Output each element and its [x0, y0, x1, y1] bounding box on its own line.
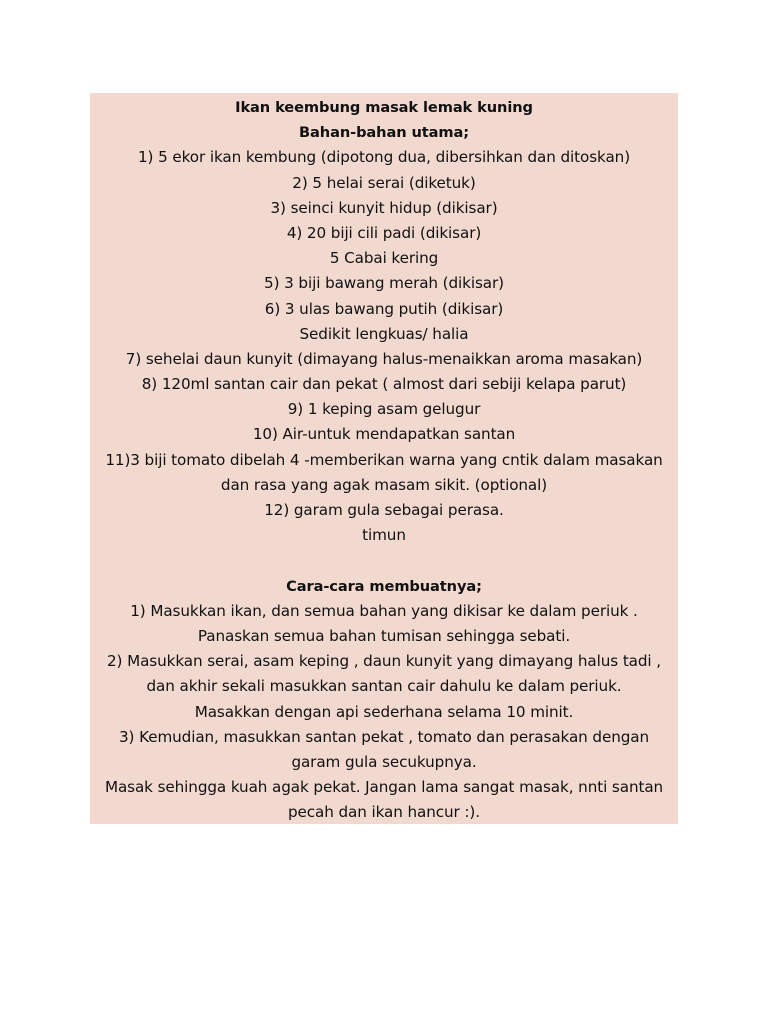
ingredient-line: dan rasa yang agak masam sikit. (optional) — [220, 475, 548, 494]
ingredient-line: 7) sehelai daun kunyit (dimayang halus-menaikkan aroma masakan) — [125, 349, 643, 368]
ingredient-line: 5) 3 biji bawang merah (dikisar) — [264, 274, 504, 293]
ingredient-line: 3) seinci kunyit hidup (dikisar) — [270, 198, 498, 217]
recipe-title: Ikan keembung masak lemak kuning — [235, 99, 533, 116]
method-line: 1) Masukkan ikan, dan semua bahan yang dikisar ke dalam periuk . — [130, 601, 638, 620]
ingredient-line: 9) 1 keping asam gelugur — [287, 400, 481, 419]
method-line: Masak sehingga kuah agak pekat. Jangan lama sangat masak, nnti santan — [104, 778, 664, 797]
method-line: dan akhir sekali masukkan santan cair dahulu ke dalam periuk. — [146, 677, 622, 696]
ingredient-line: 4) 20 biji cili padi (dikisar) — [286, 223, 482, 242]
ingredient-line: 5 Cabai kering — [329, 249, 439, 268]
section-spacer — [90, 548, 678, 573]
method-line: Panaskan semua bahan tumisan sehingga sebati. — [197, 626, 571, 645]
ingredient-line: 10) Air-untuk mendapatkan santan — [252, 425, 516, 444]
method-line: 3) Kemudian, masukkan santan pekat , tomato dan perasakan dengan — [118, 727, 650, 746]
method-line: Masakkan dengan api sederhana selama 10 minit. — [194, 702, 574, 721]
method-heading: Cara-cara membuatnya; — [286, 577, 482, 595]
ingredient-line: 12) garam gula sebagai perasa. — [264, 501, 504, 519]
ingredient-line: timun — [362, 526, 406, 545]
ingredient-line: 6) 3 ulas bawang putih (dikisar) — [264, 299, 504, 318]
ingredients-heading: Bahan-bahan utama; — [299, 124, 469, 142]
method-line: 2) Masukkan serai, asam keping , daun kunyit yang dimayang halus tadi , — [106, 652, 661, 671]
ingredient-line: Sedikit lengkuas/ halia — [299, 324, 469, 343]
ingredient-line: 8) 120ml santan cair dan pekat ( almost dari sebiji kelapa parut) — [141, 375, 627, 394]
method-line: pecah dan ikan hancur :). — [288, 803, 480, 822]
method-line: garam gula secukupnya. — [291, 752, 477, 771]
ingredient-line: 11)3 biji tomato dibelah 4 -memberikan warna yang cntik dalam masakan — [105, 450, 663, 469]
ingredient-line: 2) 5 helai serai (diketuk) — [292, 173, 476, 192]
ingredient-line: 1) 5 ekor ikan kembung (dipotong dua, dibersihkan dan ditoskan) — [137, 148, 631, 167]
recipe-card — [90, 93, 678, 824]
